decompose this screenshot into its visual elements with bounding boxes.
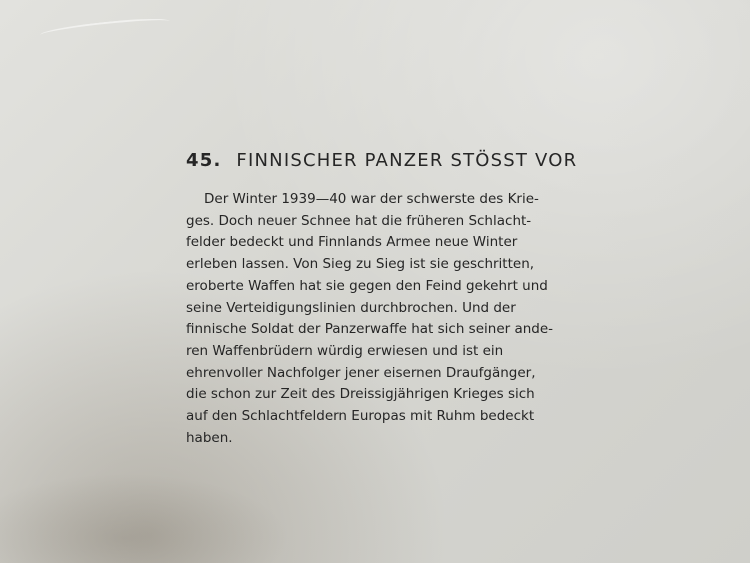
section-title: FINNISCHER PANZER STÖSST VOR bbox=[236, 150, 578, 171]
paragraph-line: felder bedeckt und Finnlands Armee neue Winter bbox=[186, 234, 518, 251]
section-heading bbox=[186, 150, 596, 171]
paragraph-line: ren Waffenbrüdern würdig erwiesen und ist ein bbox=[186, 342, 504, 359]
paragraph-line: finnische Soldat der Panzerwaffe hat sich seiner ande- bbox=[186, 321, 554, 338]
paragraph-line: haben. bbox=[186, 429, 233, 446]
paragraph-line: ges. Doch neuer Schnee hat die früheren Schlacht- bbox=[186, 212, 532, 229]
paragraph-line: ehrenvoller Nachfolger jener eisernen Draufgänger, bbox=[186, 364, 536, 381]
paper-crease bbox=[40, 15, 171, 41]
text-block bbox=[186, 150, 596, 449]
paper-stain bbox=[0, 473, 290, 563]
paragraph-line: eroberte Waffen hat sie gegen den Feind gekehrt und bbox=[186, 277, 548, 294]
paragraph-line: die schon zur Zeit des Dreissigjährigen Krieges sich bbox=[186, 386, 535, 403]
paragraph bbox=[186, 189, 596, 449]
paragraph-line: seine Verteidigungslinien durchbrochen. Und der bbox=[186, 299, 516, 316]
paragraph-line: Der Winter 1939—40 war der schwerste des Krie- bbox=[204, 191, 539, 207]
paragraph-line: erleben lassen. Von Sieg zu Sieg ist sie geschritten, bbox=[186, 256, 535, 273]
section-number: 45. bbox=[186, 150, 222, 171]
paragraph-line: auf den Schlachtfeldern Europas mit Ruhm bedeckt bbox=[186, 408, 535, 425]
